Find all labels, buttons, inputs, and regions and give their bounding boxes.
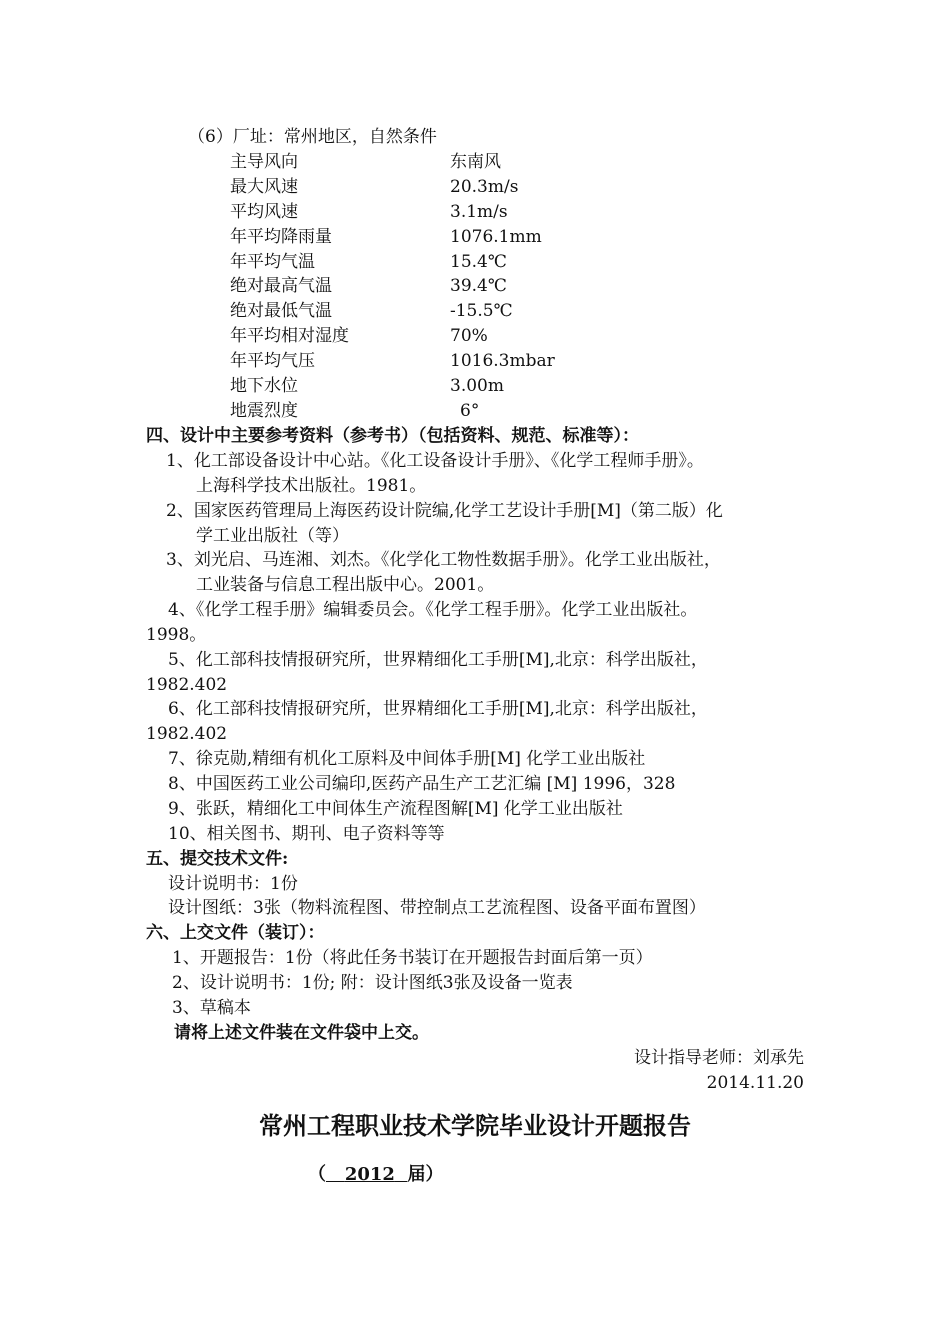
references-heading: 四、设计中主要参考资料（参考书）（包括资料、规范、标准等）： (146, 426, 639, 446)
submit-line: 1、开题报告：1份（将此任务书装订在开题报告封面后第一页） (172, 948, 653, 968)
reference-line: 9、张跃，精细化工中间体生产流程图解[M] 化学工业出版社 (168, 799, 623, 819)
condition-label: 绝对最低气温 (230, 301, 332, 321)
reference-line: 2、国家医药管理局上海医药设计院编,化学工艺设计手册[M]（第二版）化 (166, 501, 723, 521)
session-year: 2012 (344, 1164, 395, 1185)
reference-line: 8、中国医药工业公司编印,医药产品生产工艺汇编 [M] 1996，328 (168, 774, 676, 794)
condition-label: 地震烈度 (230, 401, 298, 421)
reference-line: 1998。 (146, 625, 207, 645)
condition-value: 东南风 (450, 152, 501, 172)
condition-label: 绝对最高气温 (230, 276, 332, 296)
reference-line: 5、化工部科技情报研究所，世界精细化工手册[M],北京：科学出版社， (168, 650, 708, 670)
condition-value: 1076.1mm (450, 227, 542, 247)
report-title: 常州工程职业技术学院毕业设计开题报告 (259, 1112, 691, 1140)
condition-label: 最大风速 (230, 177, 298, 197)
tech-docs-heading: 五、提交技术文件: (146, 849, 289, 869)
reference-line: 7、徐克勋,精细有机化工原料及中间体手册[M] 化学工业出版社 (168, 749, 646, 769)
reference-line: 6、化工部科技情报研究所，世界精细化工手册[M],北京：科学出版社， (168, 699, 708, 719)
reference-line: 1982.402 (146, 675, 228, 695)
signature-date: 2014.11.20 (706, 1073, 804, 1093)
reference-line: 1982.402 (146, 724, 228, 744)
reference-line: 学工业出版社（等） (196, 526, 349, 546)
session-open: （ (308, 1164, 326, 1185)
tech-doc-line: 设计说明书：1份 (168, 874, 298, 894)
condition-label: 年平均气温 (230, 252, 315, 272)
condition-label: 平均风速 (230, 202, 298, 222)
condition-label: 年平均气压 (230, 351, 315, 371)
reference-line: 10、相关图书、期刊、电子资料等等 (168, 824, 445, 844)
condition-value: 3.00m (450, 376, 504, 396)
condition-value: 15.4℃ (450, 252, 507, 272)
reference-line: 4、《化学工程手册》编辑委员会。《化学工程手册》。化学工业出版社。 (168, 600, 698, 620)
condition-value: 3.1m/s (450, 202, 508, 222)
condition-value: 39.4℃ (450, 276, 507, 296)
reference-line: 上海科学技术出版社。1981。 (196, 476, 427, 496)
condition-label: 主导风向 (230, 152, 298, 172)
condition-label: 年平均相对湿度 (230, 326, 349, 346)
condition-value: 1016.3mbar (450, 351, 555, 371)
condition-label: 地下水位 (230, 376, 298, 396)
reference-line: 工业装备与信息工程出版中心。2001。 (196, 575, 495, 595)
site-heading: （6）厂址：常州地区，自然条件 (188, 127, 437, 147)
advisor-signature: 设计指导老师：刘承先 (634, 1048, 804, 1068)
condition-label: 年平均降雨量 (230, 227, 332, 247)
condition-value: 70% (450, 326, 488, 346)
condition-value: 20.3m/s (450, 177, 519, 197)
tech-doc-line: 设计图纸：3张（物料流程图、带控制点工艺流程图、设备平面布置图） (168, 898, 706, 918)
submit-line: 3、草稿本 (172, 998, 251, 1018)
session-close: 届） (407, 1164, 444, 1185)
submit-heading: 六、上交文件（装订）： (146, 923, 325, 943)
submit-line: 2、设计说明书：1份; 附：设计图纸3张及设备一览表 (172, 973, 573, 993)
reference-line: 1、化工部设备设计中心站。《化工设备设计手册》、《化学工程师手册》。 (166, 451, 704, 471)
session-line (308, 1160, 443, 1186)
condition-value: -15.5℃ (450, 301, 513, 321)
reference-line: 3、刘光启、马连湘、刘杰。《化学化工物性数据手册》。化学工业出版社， (166, 550, 721, 570)
submit-note: 请将上述文件装在文件袋中上交。 (174, 1023, 429, 1043)
condition-value: 6° (460, 401, 480, 421)
